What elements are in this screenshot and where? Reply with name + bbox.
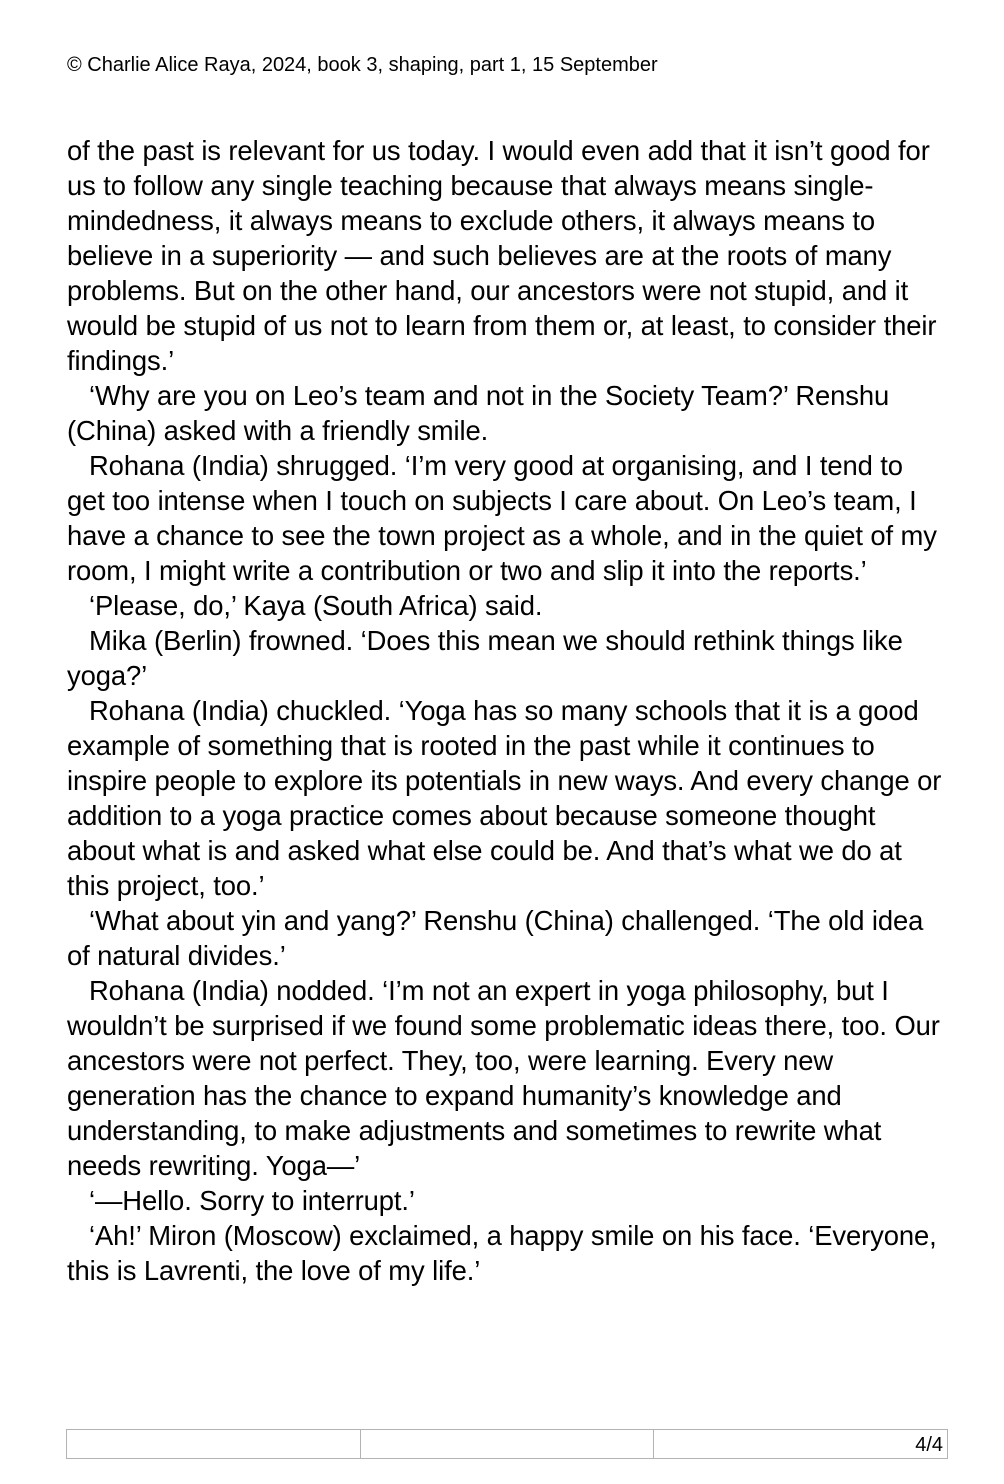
footer-table	[66, 1429, 948, 1459]
paragraph: Rohana (India) nodded. ‘I’m not an expert in yoga philosophy, but I wouldn’t be surprised if we found some problematic ideas there, too. Our ancestors were not perfect. They, too, were learning. Every new generation has the chance to expand humanity’s knowledge and understanding, to make adjustments and sometimes to rewrite what needs rewriting. Yoga—’	[67, 975, 940, 1181]
paragraph: ‘—Hello. Sorry to interrupt.’	[89, 1185, 415, 1216]
footer-cell-left	[67, 1430, 361, 1458]
footer-cell-middle	[361, 1430, 655, 1458]
paragraph: Rohana (India) shrugged. ‘I’m very good at organising, and I tend to get too intense when I touch on subjects I care about. On Leo’s team, I have a chance to see the town project as a whole, and in the quiet of my room, I might write a contribution or two and slip it into the reports.’	[67, 450, 937, 586]
paragraph: of the past is relevant for us today. I would even add that it isn’t good for us to follow any single teaching because that always means single-mindedness, it always means to exclude others, it always means to believe in a superiority — and such believes are at the roots of many problems. But on the other hand, our ancestors were not stupid, and it would be stupid of us not to learn from them or, at least, to consider their findings.’	[67, 135, 937, 376]
paragraph: ‘Why are you on Leo’s team and not in the Society Team?’ Renshu (China) asked with a friendly smile.	[67, 380, 890, 446]
story-text	[67, 133, 947, 1288]
paragraph: Rohana (India) chuckled. ‘Yoga has so many schools that it is a good example of something that is rooted in the past while it continues to inspire people to explore its potentials in new ways. And every change or addition to a yoga practice comes about because someone thought about what is and asked what else could be. And that’s what we do at this project, too.’	[67, 695, 942, 901]
paragraph: ‘What about yin and yang?’ Renshu (China) challenged. ‘The old idea of natural divides.’	[67, 905, 924, 971]
page-number: 4/4	[915, 1434, 944, 1456]
paragraph: ‘Ah!’ Miron (Moscow) exclaimed, a happy smile on his face. ‘Everyone, this is Lavrenti, the love of my life.’	[67, 1220, 937, 1286]
footer-cell-right	[654, 1430, 947, 1458]
copyright-header: © Charlie Alice Raya, 2024, book 3, shaping, part 1, 15 September	[67, 54, 658, 76]
paragraph: ‘Please, do,’ Kaya (South Africa) said.	[89, 590, 543, 621]
paragraph: Mika (Berlin) frowned. ‘Does this mean we should rethink things like yoga?’	[67, 625, 903, 691]
